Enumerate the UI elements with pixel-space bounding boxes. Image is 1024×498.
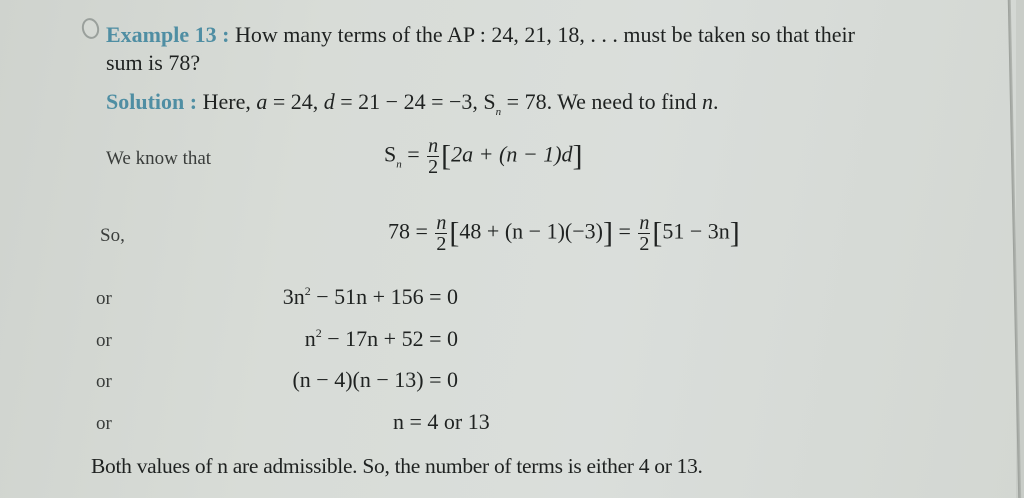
- step-label: or: [96, 371, 112, 392]
- substitution-intro: So,: [100, 225, 125, 246]
- sub-n: n: [495, 106, 502, 118]
- formula-S: S: [384, 141, 397, 167]
- bracket-open: [: [441, 139, 452, 173]
- frac-num: n: [436, 212, 447, 234]
- frac-den: 2: [436, 233, 447, 255]
- substitution-lhs: 78 =: [388, 218, 428, 244]
- bracket-open: [: [652, 216, 663, 250]
- solution-label: Solution :: [106, 89, 198, 114]
- example-question-line2: sum is 78?: [106, 50, 201, 75]
- eq-sup: 2: [315, 326, 322, 340]
- eq-rest: − 17n + 52 = 0: [321, 326, 458, 351]
- frac-den: 2: [639, 233, 650, 255]
- substitution-body1: 48 + (n − 1)(−3): [459, 218, 603, 244]
- example-question-text: How many terms of the AP : 24, 21, 18, . . . must be taken so that their: [234, 22, 855, 47]
- step-equation-1: [283, 284, 458, 310]
- conclusion-text: Both values of n are admissible. So, the number of terms is either 4 or 13.: [91, 454, 703, 478]
- step-label: or: [96, 413, 112, 434]
- var-d: d: [323, 89, 335, 114]
- a-value: = 24,: [272, 89, 319, 114]
- formula-sub-n: n: [396, 158, 402, 171]
- formula-intro: We know that: [106, 148, 212, 169]
- bracket-open: [: [449, 216, 460, 250]
- step-equation-2: [305, 326, 458, 352]
- period: .: [713, 89, 719, 114]
- formula-body: 2a + (n − 1)d: [451, 141, 573, 167]
- eq-left: (n − 4)(n − 13) = 0: [292, 367, 458, 392]
- step-equation-4: n = 4 or 13: [393, 409, 490, 434]
- sum-formula: [384, 136, 583, 177]
- var-a: a: [256, 89, 268, 114]
- fraction-n-over-2: [435, 213, 447, 254]
- punch-hole-mark: [80, 16, 102, 41]
- frac-num: n: [428, 135, 439, 157]
- frac-num: n: [639, 212, 650, 234]
- eq-rest: − 51n + 156 = 0: [310, 284, 458, 309]
- var-S: S: [483, 89, 496, 114]
- solution-line: [106, 89, 719, 118]
- substitution-equation: [388, 213, 740, 254]
- s-value: = 78. We need to find: [506, 89, 697, 114]
- formula-equals: =: [407, 141, 420, 167]
- example-label: Example 13 :: [106, 22, 230, 47]
- eq-sup: 2: [304, 284, 311, 298]
- eq-left: n: [304, 326, 316, 351]
- d-value: = 21 − 24 = −3,: [340, 89, 478, 114]
- step-equation-3: [292, 367, 458, 393]
- bracket-close: ]: [602, 216, 613, 250]
- substitution-equals: =: [618, 218, 631, 244]
- bracket-close: ]: [572, 139, 583, 173]
- solution-text: Here,: [202, 89, 251, 114]
- frac-den: 2: [428, 156, 439, 178]
- fraction-n-over-2: [427, 136, 439, 177]
- bracket-close: ]: [729, 216, 740, 250]
- example-question-line1: [106, 22, 855, 48]
- var-n: n: [702, 89, 714, 114]
- step-label: or: [96, 288, 112, 309]
- fraction-n-over-2-second: [638, 213, 650, 254]
- substitution-body2: 51 − 3n: [662, 218, 730, 244]
- eq-left: 3n: [282, 284, 305, 309]
- step-label: or: [96, 330, 112, 351]
